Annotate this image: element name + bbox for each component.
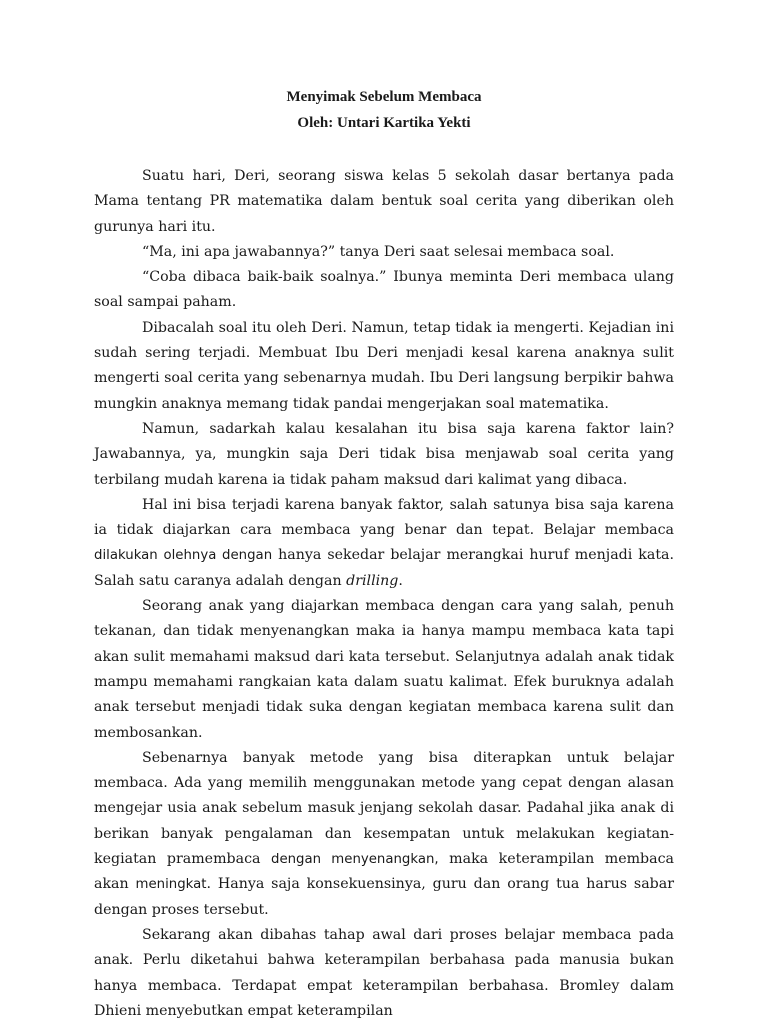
- paragraph-8-text-e: . Hanya saja konsekuensinya, guru dan orang tua harus sabar dengan proses tersebut.: [94, 876, 674, 918]
- paragraph-9: Sekarang akan dibahas tahap awal dari proses belajar membaca pada anak. Perlu diketahui bahwa keterampilan berbahasa pada manusia bukan hanya membaca. Terdapat empat keterampilan berbahasa. Bromley dalam Dhieni menyebutkan empat keterampilan: [94, 926, 674, 1019]
- paragraph-4: Dibacalah soal itu oleh Deri. Namun, tetap tidak ia mengerti. Kejadian ini sudah sering terjadi. Membuat Ibu Deri menjadi kesal karena anaknya sulit mengerti soal cerita yang sebenarnya mudah. Ibu Deri langsung berpikir bahwa mungkin anaknya memang tidak pandai mengerjakan soal matematika.: [94, 319, 674, 412]
- paragraph-6-sans-phrase: dilakukan olehnya dengan: [94, 548, 273, 564]
- document-author: Oleh: Untari Kartika Yekti: [297, 115, 471, 131]
- paragraph-2: “Ma, ini apa jawabannya?” tanya Deri saat selesai membaca soal.: [142, 243, 615, 260]
- paragraph-8-text-c: maka keterampilan membaca akan: [94, 851, 674, 893]
- paragraph-6: [94, 493, 674, 594]
- paragraph-8-sans-word: meningkat: [135, 877, 207, 893]
- paragraph-8-sans-phrase: dengan menyenangkan,: [271, 852, 439, 868]
- paragraph-8-text-a: Sebenarnya banyak metode yang bisa diterapkan untuk belajar membaca. Ada yang memilih menggunakan metode yang cepat dengan alasan mengejar usia anak sebelum masuk jenjang sekolah dasar. Padahal jika anak di berikan banyak pengalaman dan kesempatan untuk melakukan kegiatan-kegiatan pramembaca: [94, 749, 674, 868]
- paragraph-7: Seorang anak yang diajarkan membaca dengan cara yang salah, penuh tekanan, dan tidak menyenangkan maka ia hanya mampu membaca kata tapi akan sulit memahami maksud dari kata tersebut. Selanjutnya adalah anak tidak mampu memahami rangkaian kata dalam suatu kalimat. Efek buruknya adalah anak tersebut menjadi tidak suka dengan kegiatan membaca karena sulit dan membosankan.: [94, 598, 674, 741]
- paragraph-8: [94, 746, 674, 923]
- paragraph-1: Suatu hari, Deri, seorang siswa kelas 5 sekolah dasar bertanya pada Mama tentang PR matematika dalam bentuk soal cerita yang diberikan oleh gurunya hari itu.: [94, 168, 674, 235]
- paragraph-3: “Coba dibaca baik-baik soalnya.” Ibunya meminta Deri membaca ulang soal sampai paham.: [94, 269, 674, 311]
- paragraph-5: Namun, sadarkah kalau kesalahan itu bisa saja karena faktor lain? Jawabannya, ya, mungkin saja Deri tidak bisa menjawab soal cerita yang terbilang mudah karena ia tidak paham maksud dari kalimat yang dibaca.: [94, 420, 674, 488]
- paragraph-6-italic-term: drilling: [346, 572, 399, 589]
- paragraph-6-text-e: .: [398, 572, 403, 589]
- paragraph-6-text-a: Hal ini bisa terjadi karena banyak faktor, salah satunya bisa saja karena ia tidak diajarkan cara membaca yang benar dan tepat. Belajar membaca: [94, 496, 674, 539]
- paragraph-6-text-c: hanya sekedar belajar merangkai huruf menjadi kata. Salah satu caranya adalah dengan: [94, 547, 674, 589]
- document-page: [94, 78, 674, 1024]
- document-body: [94, 164, 674, 1024]
- document-title: Menyimak Sebelum Membaca: [286, 89, 482, 105]
